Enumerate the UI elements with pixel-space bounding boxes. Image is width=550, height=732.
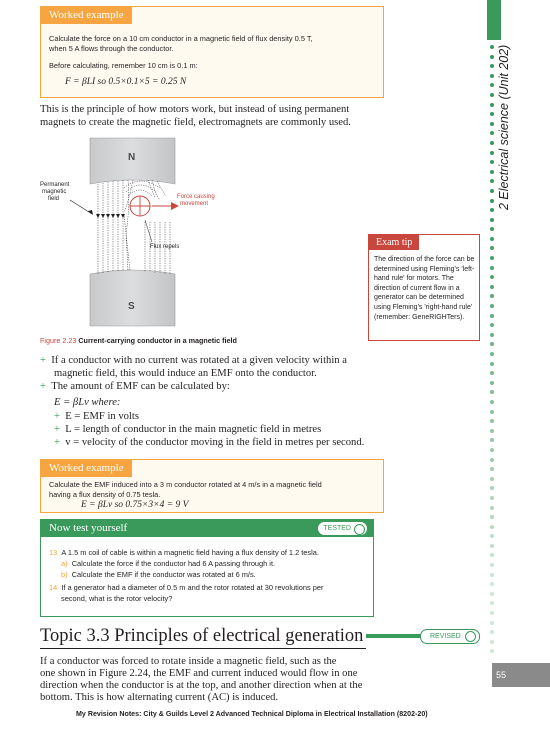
side-dot <box>490 506 494 510</box>
side-dot <box>490 285 494 289</box>
question-13b: b) Calculate the EMF if the conductor was rotated at 6 m/s. <box>61 570 256 579</box>
force-label-line2: movement <box>180 201 209 207</box>
side-dot <box>490 103 494 107</box>
topic-text-line: direction when the conductor is at the top, and another direction when at the <box>40 680 363 691</box>
worked-example-formula: F = βLI so 0.5×0.1×5 = 0.25 N <box>65 77 187 87</box>
flux-repels-label: Flux repels <box>150 244 180 250</box>
topic-heading: Topic 3.3 Principles of electrical generation <box>40 626 364 646</box>
field-pointer <box>70 200 92 214</box>
side-dot <box>490 256 494 260</box>
exam-tip-box <box>368 234 480 341</box>
side-dot <box>490 45 494 49</box>
worked-example-heading: Worked example <box>41 7 132 24</box>
side-dot-column <box>488 45 496 659</box>
definition-item: + v = velocity of the conductor moving in the field in metres per second. <box>54 437 365 448</box>
topic-text-line: If a conductor was forced to rotate inside a magnetic field, such as the <box>40 656 337 667</box>
side-dot <box>490 170 494 174</box>
side-dot <box>490 83 494 87</box>
side-dot <box>490 496 494 500</box>
topic-text-line: one shown in Figure 2.24, the EMF and current induced would flow in one <box>40 668 358 679</box>
page-number: 55 <box>492 663 550 687</box>
side-dot <box>490 122 494 126</box>
tested-checkbox[interactable]: TESTED <box>318 522 367 535</box>
worked-example-line: having a flux density of 0.75 tesla. <box>49 490 161 499</box>
flux-pointer <box>145 220 152 242</box>
definition-item: + L = length of conductor in the main magnetic field in metres <box>54 424 322 435</box>
figure-number: Figure 2.23 <box>40 336 77 345</box>
side-dot <box>490 304 494 308</box>
side-dot <box>490 93 494 97</box>
side-dot <box>490 390 494 394</box>
worked-example-formula: E = βLv so 0.75×3×4 = 9 V <box>81 500 189 510</box>
magnetic-label: magnetic <box>42 189 67 195</box>
side-dot <box>490 640 494 644</box>
test-yourself-box <box>40 519 374 617</box>
side-dot <box>490 131 494 135</box>
side-dot <box>490 400 494 404</box>
exam-tip-heading: Exam tip <box>369 235 419 250</box>
side-dot <box>490 630 494 634</box>
worked-example-line: Calculate the EMF induced into a 3 m conductor rotated at 4 m/s in a magnetic field <box>49 480 322 489</box>
side-dot <box>490 467 494 471</box>
side-dot <box>490 582 494 586</box>
side-dot <box>490 333 494 337</box>
north-pole-label: N <box>128 152 136 163</box>
definition-item: + E = EMF in volts <box>54 411 139 422</box>
side-dot <box>490 419 494 423</box>
question-14: 14 If a generator had a diameter of 0.5 m and the rotor rotated at 30 revolutions per <box>49 583 324 592</box>
side-dot <box>490 294 494 298</box>
bullet-item: + If a conductor with no current was rotated at a given velocity within a <box>40 355 347 366</box>
figure-caption <box>40 336 237 345</box>
side-dot <box>490 553 494 557</box>
magnetic-field-diagram <box>40 134 340 334</box>
side-dot <box>490 314 494 318</box>
worked-example-box-2 <box>40 459 384 513</box>
side-dot <box>490 371 494 375</box>
intro-line: magnets to create the magnetic field, electromagnets are commonly used. <box>40 117 351 128</box>
revised-checkbox[interactable]: REVISED <box>420 629 480 644</box>
side-dot <box>490 352 494 356</box>
side-dot <box>490 621 494 625</box>
bullet-item-continued: magnetic field, this would induce an EMF onto the conductor. <box>54 368 317 379</box>
side-dot <box>490 438 494 442</box>
side-dot <box>490 458 494 462</box>
side-dot <box>490 160 494 164</box>
side-dot <box>490 534 494 538</box>
unit-label: 2 Electrical science (Unit 202) <box>497 44 511 210</box>
field-lines <box>98 180 170 274</box>
field-arrows <box>96 214 125 218</box>
side-dot <box>490 323 494 327</box>
side-dot <box>490 179 494 183</box>
side-dot <box>490 649 494 653</box>
side-dot <box>490 611 494 615</box>
worked-example-box-1 <box>40 6 384 98</box>
side-dot <box>490 55 494 59</box>
side-dot <box>490 227 494 231</box>
side-dot <box>490 275 494 279</box>
side-dot <box>490 208 494 212</box>
exam-tip-text: The direction of the force can be determined using Fleming's 'left-hand rule' for motors. The direction of current flow in a generator can be determined using Fleming's 'right-hand rule' (remember: GeneRIGHTers). <box>374 256 475 321</box>
field-pointer-arrowhead <box>88 210 93 215</box>
side-dot <box>490 563 494 567</box>
permanent-label: Permanent <box>40 182 70 188</box>
side-dot <box>490 342 494 346</box>
side-dot <box>490 525 494 529</box>
side-dot <box>490 573 494 577</box>
question-14-continued: second, what is the rotor velocity? <box>61 594 173 603</box>
intro-line: This is the principle of how motors work, but instead of using permanent <box>40 104 350 115</box>
test-yourself-heading: Now test yourself <box>49 522 128 534</box>
figure-caption-text: Current-carrying conductor in a magnetic field <box>78 336 237 345</box>
question-13a: a) Calculate the force if the conductor had 6 A passing through it. <box>61 559 276 568</box>
side-dot <box>490 141 494 145</box>
side-dot <box>490 246 494 250</box>
side-dot <box>490 237 494 241</box>
side-dot <box>490 477 494 481</box>
south-pole-shape <box>90 270 175 326</box>
side-dot <box>490 544 494 548</box>
question-13: 13 A 1.5 m coil of cable is within a magnetic field having a flux density of 1.2 tesla. <box>49 548 319 557</box>
field-label: field <box>48 196 60 202</box>
side-dot <box>490 410 494 414</box>
worked-example-heading: Worked example <box>41 460 132 477</box>
side-dot <box>490 218 494 222</box>
side-dot <box>490 515 494 519</box>
page-footer: My Revision Notes: City & Guilds Level 2 Advanced Technical Diploma in Electrical Installation (8202-20) <box>76 710 428 718</box>
worked-example-line: when 5 A flows through the conductor. <box>49 44 174 53</box>
side-dot <box>490 448 494 452</box>
south-pole-label: S <box>128 301 135 312</box>
topic-text-line: bottom. This is how alternating current (AC) is induced. <box>40 692 279 703</box>
side-dot <box>490 199 494 203</box>
force-label-line1: Force causing <box>177 194 215 200</box>
side-dot <box>490 151 494 155</box>
worked-example-line: Calculate the force on a 10 cm conductor in a magnetic field of flux density 0.5 T, <box>49 34 313 43</box>
test-yourself-header <box>41 520 373 537</box>
side-dot <box>490 381 494 385</box>
topic-rule <box>40 648 366 649</box>
side-dot <box>490 592 494 596</box>
force-arrow <box>152 202 179 210</box>
side-dot <box>490 112 494 116</box>
side-dot <box>490 189 494 193</box>
side-dot <box>490 429 494 433</box>
side-dot <box>490 74 494 78</box>
emf-formula: E = βLv where: <box>54 397 121 408</box>
side-dot <box>490 362 494 366</box>
side-dot <box>490 486 494 490</box>
side-dot <box>490 64 494 68</box>
side-dot <box>490 601 494 605</box>
conductor-symbol <box>130 196 150 216</box>
worked-example-note: Before calculating, remember 10 cm is 0.1 m: <box>49 61 198 70</box>
side-dot <box>490 266 494 270</box>
bullet-item: + The amount of EMF can be calculated by: <box>40 381 230 392</box>
